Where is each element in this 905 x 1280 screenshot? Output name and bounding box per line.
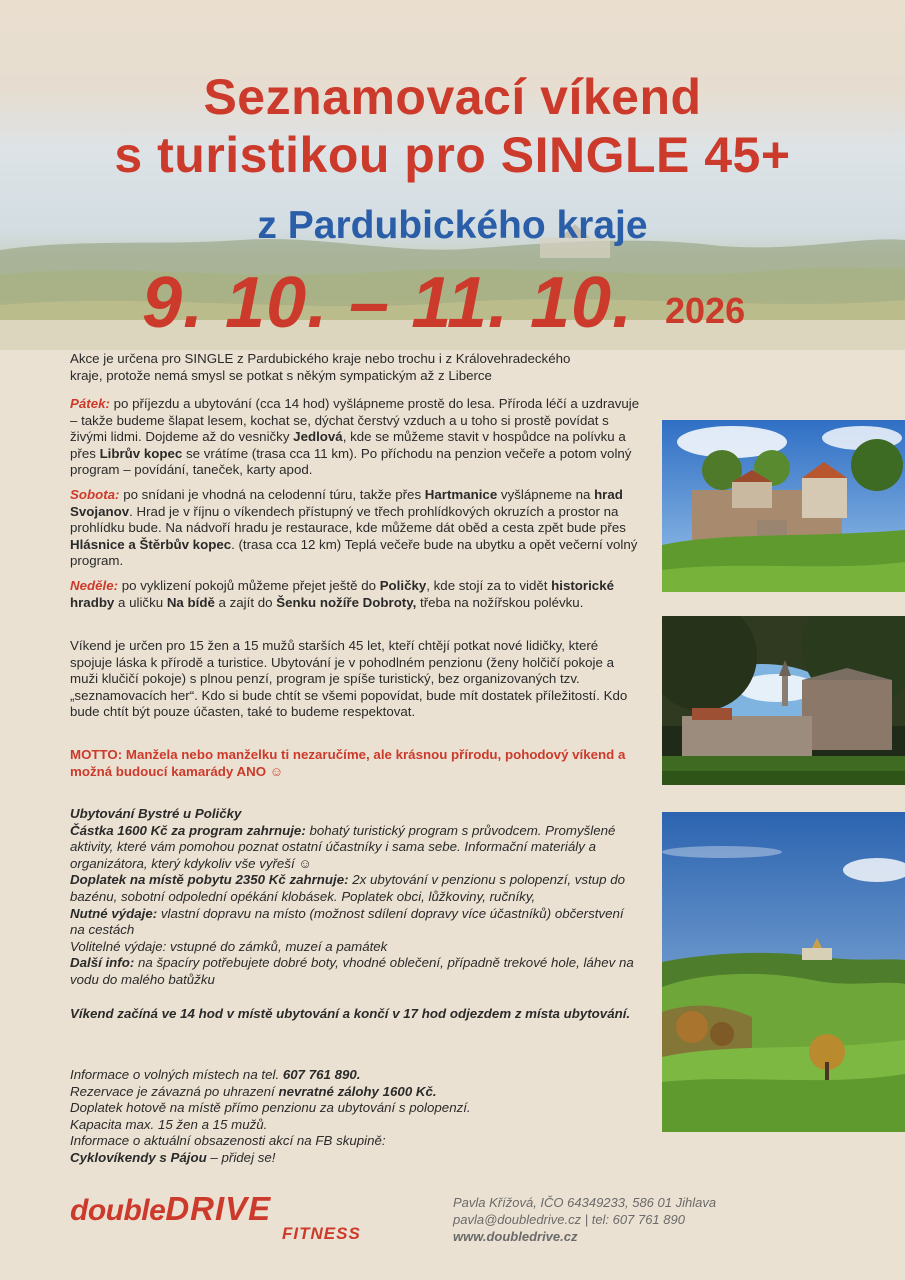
sunday-label: Neděle:: [70, 578, 119, 593]
motto: MOTTO: Manžela nebo manželku ti nezaručíme, ale krásnou přírodu, pohodový víkend a možná budoucí kamarády ANO ☺: [70, 747, 626, 779]
sunday-paragraph: Neděle: po vyklizení pokojů můžeme přejet ještě do Poličky, kde stojí za to vidět historické hradby a uličku Na bídě a zajít do Šenku nožíře Dobroty, třeba na nožířskou polévku.: [70, 578, 614, 610]
castle-photo: [662, 420, 905, 592]
subtitle: z Pardubického kraje: [257, 204, 648, 247]
weekend-description: Víkend je určen pro 15 žen a 15 mužů starších 45 let, kteří chtějí potkat nové lidičky, které spojuje láska k přírodě a turistice. Ubytování je v pohodlném penzionu (ženy holčičí pokoje a muži klučičí pokoje) s plnou penzí, program je spíše turistický, bez organizovaných tzv. „seznamovacích her“. Kdo si bude chtít se všemi popovídat, bude mít dostatek příležitostí. Kdo bude chtít být pouze účasten, také to budeme respektovat.: [70, 638, 628, 720]
title-line-2: s turistikou pro SINGLE 45+: [114, 127, 791, 183]
castle-wall-photo: [662, 616, 905, 785]
intro-line-2: kraje, protože nemá smysl se potkat s někým sympatickým až z Liberce: [70, 367, 492, 383]
footer-contact: [453, 1194, 716, 1245]
event-year: 2026: [665, 290, 746, 331]
contact-website: www.doubledrive.cz: [453, 1229, 578, 1244]
title-line-1: Seznamovací víkend: [203, 69, 702, 125]
saturday-label: Sobota:: [70, 487, 120, 502]
contact-name-address: Pavla Křížová, IČO 64349233, 586 01 Jihlava: [453, 1195, 717, 1210]
hills-landscape-photo: [662, 812, 905, 1132]
friday-label: Pátek:: [70, 396, 110, 411]
intro-line-1: Akce je určena pro SINGLE z Pardubického kraje nebo trochu i z Královehradeckého: [70, 351, 571, 366]
contact-email-phone: pavla@doubledrive.cz | tel: 607 761 890: [453, 1212, 685, 1227]
event-dates: 9. 10. – 11. 10.: [142, 263, 634, 343]
logo-text-double: double: [70, 1194, 166, 1227]
friday-paragraph: Pátek: po příjezdu a ubytování (cca 14 hod) vyšlápneme prostě do lesa. Příroda léčí a uzdravuje – takže budeme šlapat lesem, kochat se, dýchat čerstvý vzduch a u toho si prostě povídat s živými lidmi. Dojdeme až do vesničky Jedlová, kde se můžeme stavit v hospůdce na polívku a přes Librův kopec se vrátíme (trasa cca 11 km). Po příchodu na penzion večeře a potom volný program – povídání, taneček, karty apod.: [70, 396, 640, 478]
intro-paragraph: [70, 351, 642, 384]
schedule-times: Víkend začíná ve 14 hod v místě ubytování a končí v 17 hod odjezdem z místa ubytování.: [70, 1006, 631, 1021]
logo-text-drive: DRIVE: [165, 1190, 272, 1227]
details-block: Ubytování Bystré u Poličky Částka 1600 Kč za program zahrnuje: bohatý turistický program s průvodcem. Promyšlené aktivity, které vám pomohou poznat ostatní účastníky i sama sebe. Informační materiály a organizátora, který kdykoliv vše vyřeší ☺ Doplatek na místě pobytu 2350 Kč zahrnuje: 2x ubytování v penzionu s polopenzí, vstup do bazénu, sobotní odpolední opékání klobásek. Poplatek obci, lůžkoviny, ručníky, Nutné výdaje: vlastní dopravu na místo (možnost sdílení dopravy více účastníků) občerstvení na cestách Volitelné výdaje: vstupné do zámků, muzeí a památek Další info: na špacíry potřebujete dobré boty, vhodné oblečení, případně trekové hole, láhev na vodu do malého batůžku: [70, 806, 634, 987]
contact-info-block: Informace o volných místech na tel. 607 761 890. Rezervace je závazná po uhrazení nevratné zálohy 1600 Kč. Doplatek hotově na místě přímo penzionu za ubytování s polopenzí. Kapacita max. 15 žen a 15 mužů. Informace o aktuální obsazenosti akcí na FB skupině: Cyklovíkendy s Pájou – přidej se!: [70, 1067, 471, 1165]
saturday-paragraph: Sobota: po snídani je vhodná na celodenní túru, takže přes Hartmanice vyšlápneme na hrad Svojanov. Hrad je v říjnu o víkendech přístupný ve třech prohlídkových okruzích a prostor na prohlídku bude. Na nádvoří hradu je restaurace, kde můžeme dát oběd a cesta zpět bude přes Hlásnice a Štěrbův kopec. (trasa cca 12 km) Teplá večeře bude na ubytku a opět večerní volný program.: [70, 487, 638, 569]
logo-text-fitness: FITNESS: [282, 1224, 361, 1243]
lodging-name: Ubytování Bystré u Poličky: [70, 806, 242, 821]
doubledrive-fitness-logo: [70, 1190, 410, 1250]
